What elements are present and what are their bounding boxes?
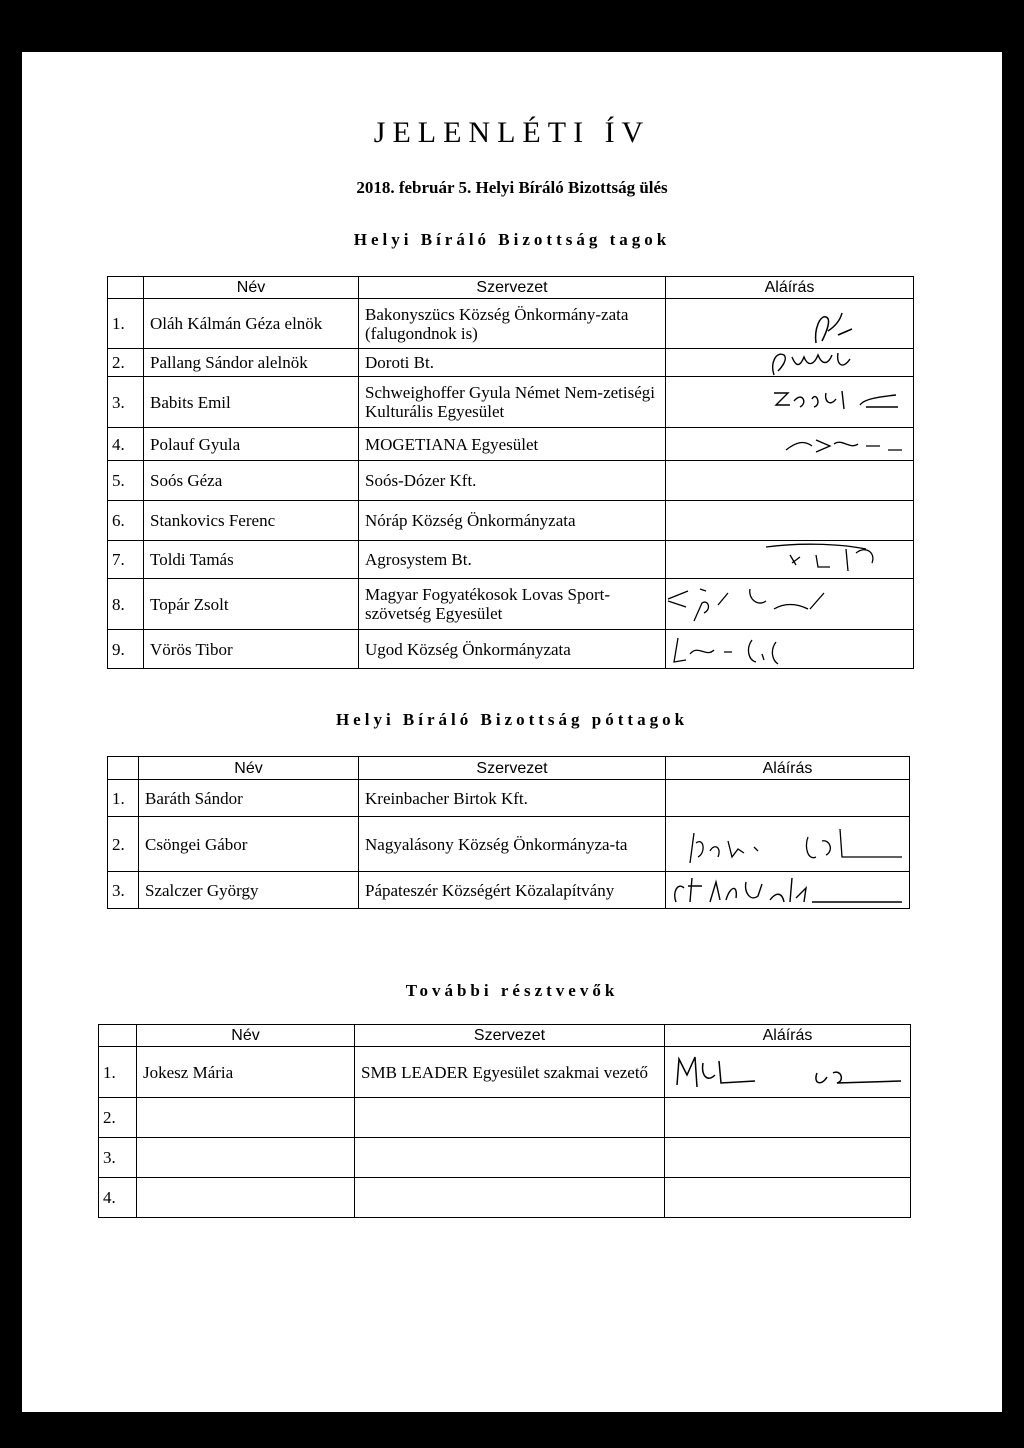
document-subtitle: 2018. február 5. Helyi Bíráló Bizottság ülés (356, 178, 668, 197)
member-name: Babits Emil (144, 377, 359, 428)
signature-cell (666, 461, 914, 501)
participant-organization (355, 1098, 665, 1138)
participants-table (98, 1024, 911, 1218)
handwritten-signature (666, 630, 914, 668)
participant-organization (355, 1178, 665, 1218)
row-number: 1. (99, 1047, 137, 1098)
column-header-name: Név (144, 277, 359, 299)
member-organization: Nóráp Község Önkormányzata (359, 501, 666, 541)
alternate-name: Szalczer György (139, 872, 359, 909)
signature-cell (666, 541, 914, 579)
row-number: 1. (108, 780, 139, 817)
table-row (99, 1138, 911, 1178)
signature-cell (665, 1098, 911, 1138)
row-number: 3. (108, 872, 139, 909)
signature-cell (666, 630, 914, 669)
table-row (108, 349, 914, 377)
member-organization: Doroti Bt. (359, 349, 666, 377)
participant-name (137, 1178, 355, 1218)
column-header-signature: Aláírás (666, 277, 914, 299)
row-number: 3. (99, 1138, 137, 1178)
signature-cell (665, 1138, 911, 1178)
signature-cell (666, 780, 910, 817)
signature-cell (666, 299, 914, 349)
table-row (99, 1178, 911, 1218)
handwritten-signature (666, 579, 914, 629)
table-header-row (99, 1025, 911, 1047)
row-number: 7. (108, 541, 144, 579)
member-organization: Soós-Dózer Kft. (359, 461, 666, 501)
participants-heading: További résztvevők (405, 981, 619, 1000)
column-header-org: Szervezet (355, 1025, 665, 1047)
column-header-name: Név (139, 757, 359, 780)
row-number: 3. (108, 377, 144, 428)
row-number: 1. (108, 299, 144, 349)
table-row (108, 817, 910, 872)
alternate-name: Baráth Sándor (139, 780, 359, 817)
participant-name (137, 1138, 355, 1178)
table-row (108, 630, 914, 669)
signature-cell (666, 428, 914, 461)
column-header-org: Szervezet (359, 757, 666, 780)
member-name: Oláh Kálmán Géza elnök (144, 299, 359, 349)
table-row (108, 872, 910, 909)
members-table (107, 276, 914, 669)
member-organization: Agrosystem Bt. (359, 541, 666, 579)
member-organization: Ugod Község Önkormányzata (359, 630, 666, 669)
table-row (99, 1047, 911, 1098)
table-header-row (108, 277, 914, 299)
member-name: Vörös Tibor (144, 630, 359, 669)
member-name: Pallang Sándor alelnök (144, 349, 359, 377)
participant-organization (355, 1138, 665, 1178)
row-number: 8. (108, 579, 144, 630)
handwritten-signature (666, 872, 910, 908)
member-organization: Magyar Fogyatékosok Lovas Sport-szövetség Egyesület (359, 579, 666, 630)
signature-cell (666, 872, 910, 909)
member-name: Topár Zsolt (144, 579, 359, 630)
member-organization: Schweighoffer Gyula Német Nem-zetiségi Kulturális Egyesület (359, 377, 666, 428)
members-heading: Helyi Bíráló Bizottság tagok (353, 230, 671, 249)
table-row (108, 541, 914, 579)
row-number: 9. (108, 630, 144, 669)
table-row (108, 461, 914, 501)
participant-organization: SMB LEADER Egyesület szakmai vezető (355, 1047, 665, 1098)
member-name: Toldi Tamás (144, 541, 359, 579)
signature-cell (665, 1178, 911, 1218)
handwritten-signature (666, 377, 914, 427)
row-number: 6. (108, 501, 144, 541)
member-name: Polauf Gyula (144, 428, 359, 461)
signature-cell (666, 579, 914, 630)
alternate-organization: Nagyalásony Község Önkormányza-ta (359, 817, 666, 872)
row-number: 5. (108, 461, 144, 501)
alternate-organization: Pápateszér Községért Közalapítvány (359, 872, 666, 909)
participant-name: Jokesz Mária (137, 1047, 355, 1098)
handwritten-signature (666, 349, 914, 376)
table-row (108, 501, 914, 541)
signature-cell (666, 817, 910, 872)
member-name: Stankovics Ferenc (144, 501, 359, 541)
column-header-org: Szervezet (359, 277, 666, 299)
signature-cell (666, 501, 914, 541)
member-organization: Bakonyszücs Község Önkormány-zata (falugondnok is) (359, 299, 666, 349)
row-number: 4. (99, 1178, 137, 1218)
table-row (99, 1098, 911, 1138)
row-number: 2. (108, 349, 144, 377)
row-number: 2. (108, 817, 139, 872)
signature-cell (665, 1047, 911, 1098)
alternates-table (107, 756, 910, 909)
table-row (108, 299, 914, 349)
handwritten-signature (666, 817, 910, 871)
table-row (108, 377, 914, 428)
handwritten-signature (666, 428, 914, 460)
signature-cell (666, 349, 914, 377)
row-number: 2. (99, 1098, 137, 1138)
column-header-signature: Aláírás (666, 757, 910, 780)
table-header-row (108, 757, 910, 780)
participant-name (137, 1098, 355, 1138)
table-row (108, 780, 910, 817)
member-organization: MOGETIANA Egyesület (359, 428, 666, 461)
alternate-name: Csöngei Gábor (139, 817, 359, 872)
handwritten-signature (666, 541, 914, 578)
alternate-organization: Kreinbacher Birtok Kft. (359, 780, 666, 817)
handwritten-signature (665, 1047, 911, 1097)
table-row (108, 579, 914, 630)
row-number: 4. (108, 428, 144, 461)
alternates-heading: Helyi Bíráló Bizottság póttagok (335, 710, 689, 729)
column-header-signature: Aláírás (665, 1025, 911, 1047)
column-header-name: Név (137, 1025, 355, 1047)
attendance-sheet-page (22, 52, 1002, 1412)
member-name: Soós Géza (144, 461, 359, 501)
signature-cell (666, 377, 914, 428)
table-row (108, 428, 914, 461)
document-title: JELENLÉTI ÍV (373, 116, 651, 149)
handwritten-signature (666, 299, 914, 348)
